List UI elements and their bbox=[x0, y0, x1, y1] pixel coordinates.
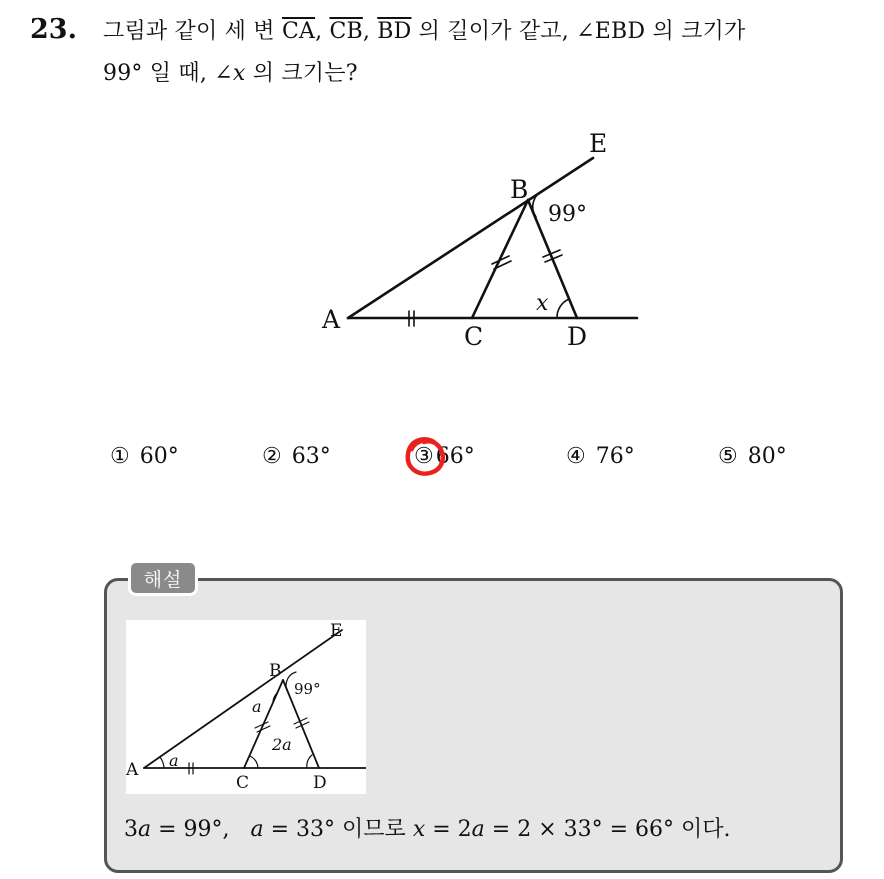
label-a: A bbox=[322, 305, 341, 334]
sol-label-e: E bbox=[330, 621, 343, 641]
choice-value: 60° bbox=[139, 444, 179, 469]
line-ae bbox=[348, 158, 593, 318]
question-text: 99° 일 때, ∠ bbox=[103, 61, 233, 86]
label-e: E bbox=[589, 129, 608, 158]
label-c: C bbox=[464, 322, 484, 351]
choice-3[interactable] bbox=[414, 444, 475, 469]
angle-arc-99 bbox=[533, 190, 544, 217]
variable-x: x bbox=[232, 61, 246, 86]
eq-text: 3 bbox=[124, 817, 138, 842]
sol-arc-2a-left bbox=[250, 756, 258, 768]
sol-line-ae bbox=[144, 630, 342, 768]
segment-ca: $\overline{CA}$ bbox=[281, 19, 316, 44]
eq-text: = 2 bbox=[425, 817, 472, 842]
label-d: D bbox=[567, 322, 588, 351]
question-text: 의 크기는? bbox=[245, 61, 358, 86]
label-99: 99° bbox=[548, 202, 587, 227]
label-x: x bbox=[536, 291, 549, 316]
sol-label-2a: 2a bbox=[272, 735, 292, 754]
sol-label-d: D bbox=[313, 773, 327, 793]
eq-var: a bbox=[138, 817, 152, 842]
comma: , bbox=[315, 19, 330, 44]
solution-equation bbox=[124, 812, 731, 843]
choice-value: 63° bbox=[291, 444, 331, 469]
choice-1[interactable] bbox=[110, 444, 179, 469]
choice-number: ⑤ bbox=[718, 444, 738, 469]
sol-tick-4 bbox=[257, 726, 270, 732]
sol-label-alpha-1: a bbox=[169, 751, 179, 770]
choice-number: ④ bbox=[566, 444, 586, 469]
eq-var: a bbox=[250, 817, 264, 842]
question-text: 의 길이가 같고, ∠EBD 의 크기가 bbox=[411, 19, 746, 44]
choice-number: ① bbox=[110, 444, 130, 469]
comma: , bbox=[362, 19, 378, 44]
eq-text: = 99°, bbox=[151, 817, 251, 842]
sol-label-b: B bbox=[269, 661, 282, 681]
choice-value: 76° bbox=[595, 444, 635, 469]
angle-arc-x bbox=[557, 299, 569, 318]
eq-var: a bbox=[471, 817, 485, 842]
answer-choices bbox=[0, 444, 884, 480]
eq-text: = 2 × 33° = 66° 이다. bbox=[484, 817, 731, 842]
sol-label-a-point: A bbox=[126, 760, 139, 780]
choice-number: ③ bbox=[414, 444, 434, 469]
sol-label-c: C bbox=[236, 773, 250, 793]
sol-label-99: 99° bbox=[294, 680, 321, 698]
eq-var: x bbox=[412, 817, 426, 842]
solution-figure bbox=[126, 620, 366, 794]
main-figure bbox=[0, 0, 884, 400]
sol-arc-2a-right bbox=[307, 755, 312, 768]
sol-arc-a1 bbox=[160, 757, 164, 768]
segment-bd: $\overline{BD}$ bbox=[377, 19, 412, 44]
segment-cb: $\overline{CB}$ bbox=[329, 19, 363, 44]
label-b: B bbox=[510, 175, 529, 204]
choice-4[interactable] bbox=[566, 444, 635, 469]
question-number: 23. bbox=[30, 14, 77, 45]
choice-2[interactable] bbox=[262, 444, 331, 469]
choice-number: ② bbox=[262, 444, 282, 469]
question-text: 그림과 같이 세 변 bbox=[103, 19, 282, 44]
choice-value: 66° bbox=[435, 444, 475, 469]
eq-text: = 33° 이므로 bbox=[263, 817, 413, 842]
choice-value: 80° bbox=[747, 444, 787, 469]
red-circle-mark-icon bbox=[404, 436, 448, 478]
solution-tab: 해설 bbox=[128, 560, 198, 596]
sol-label-alpha-2: a bbox=[252, 697, 262, 716]
choice-5[interactable] bbox=[718, 444, 787, 469]
